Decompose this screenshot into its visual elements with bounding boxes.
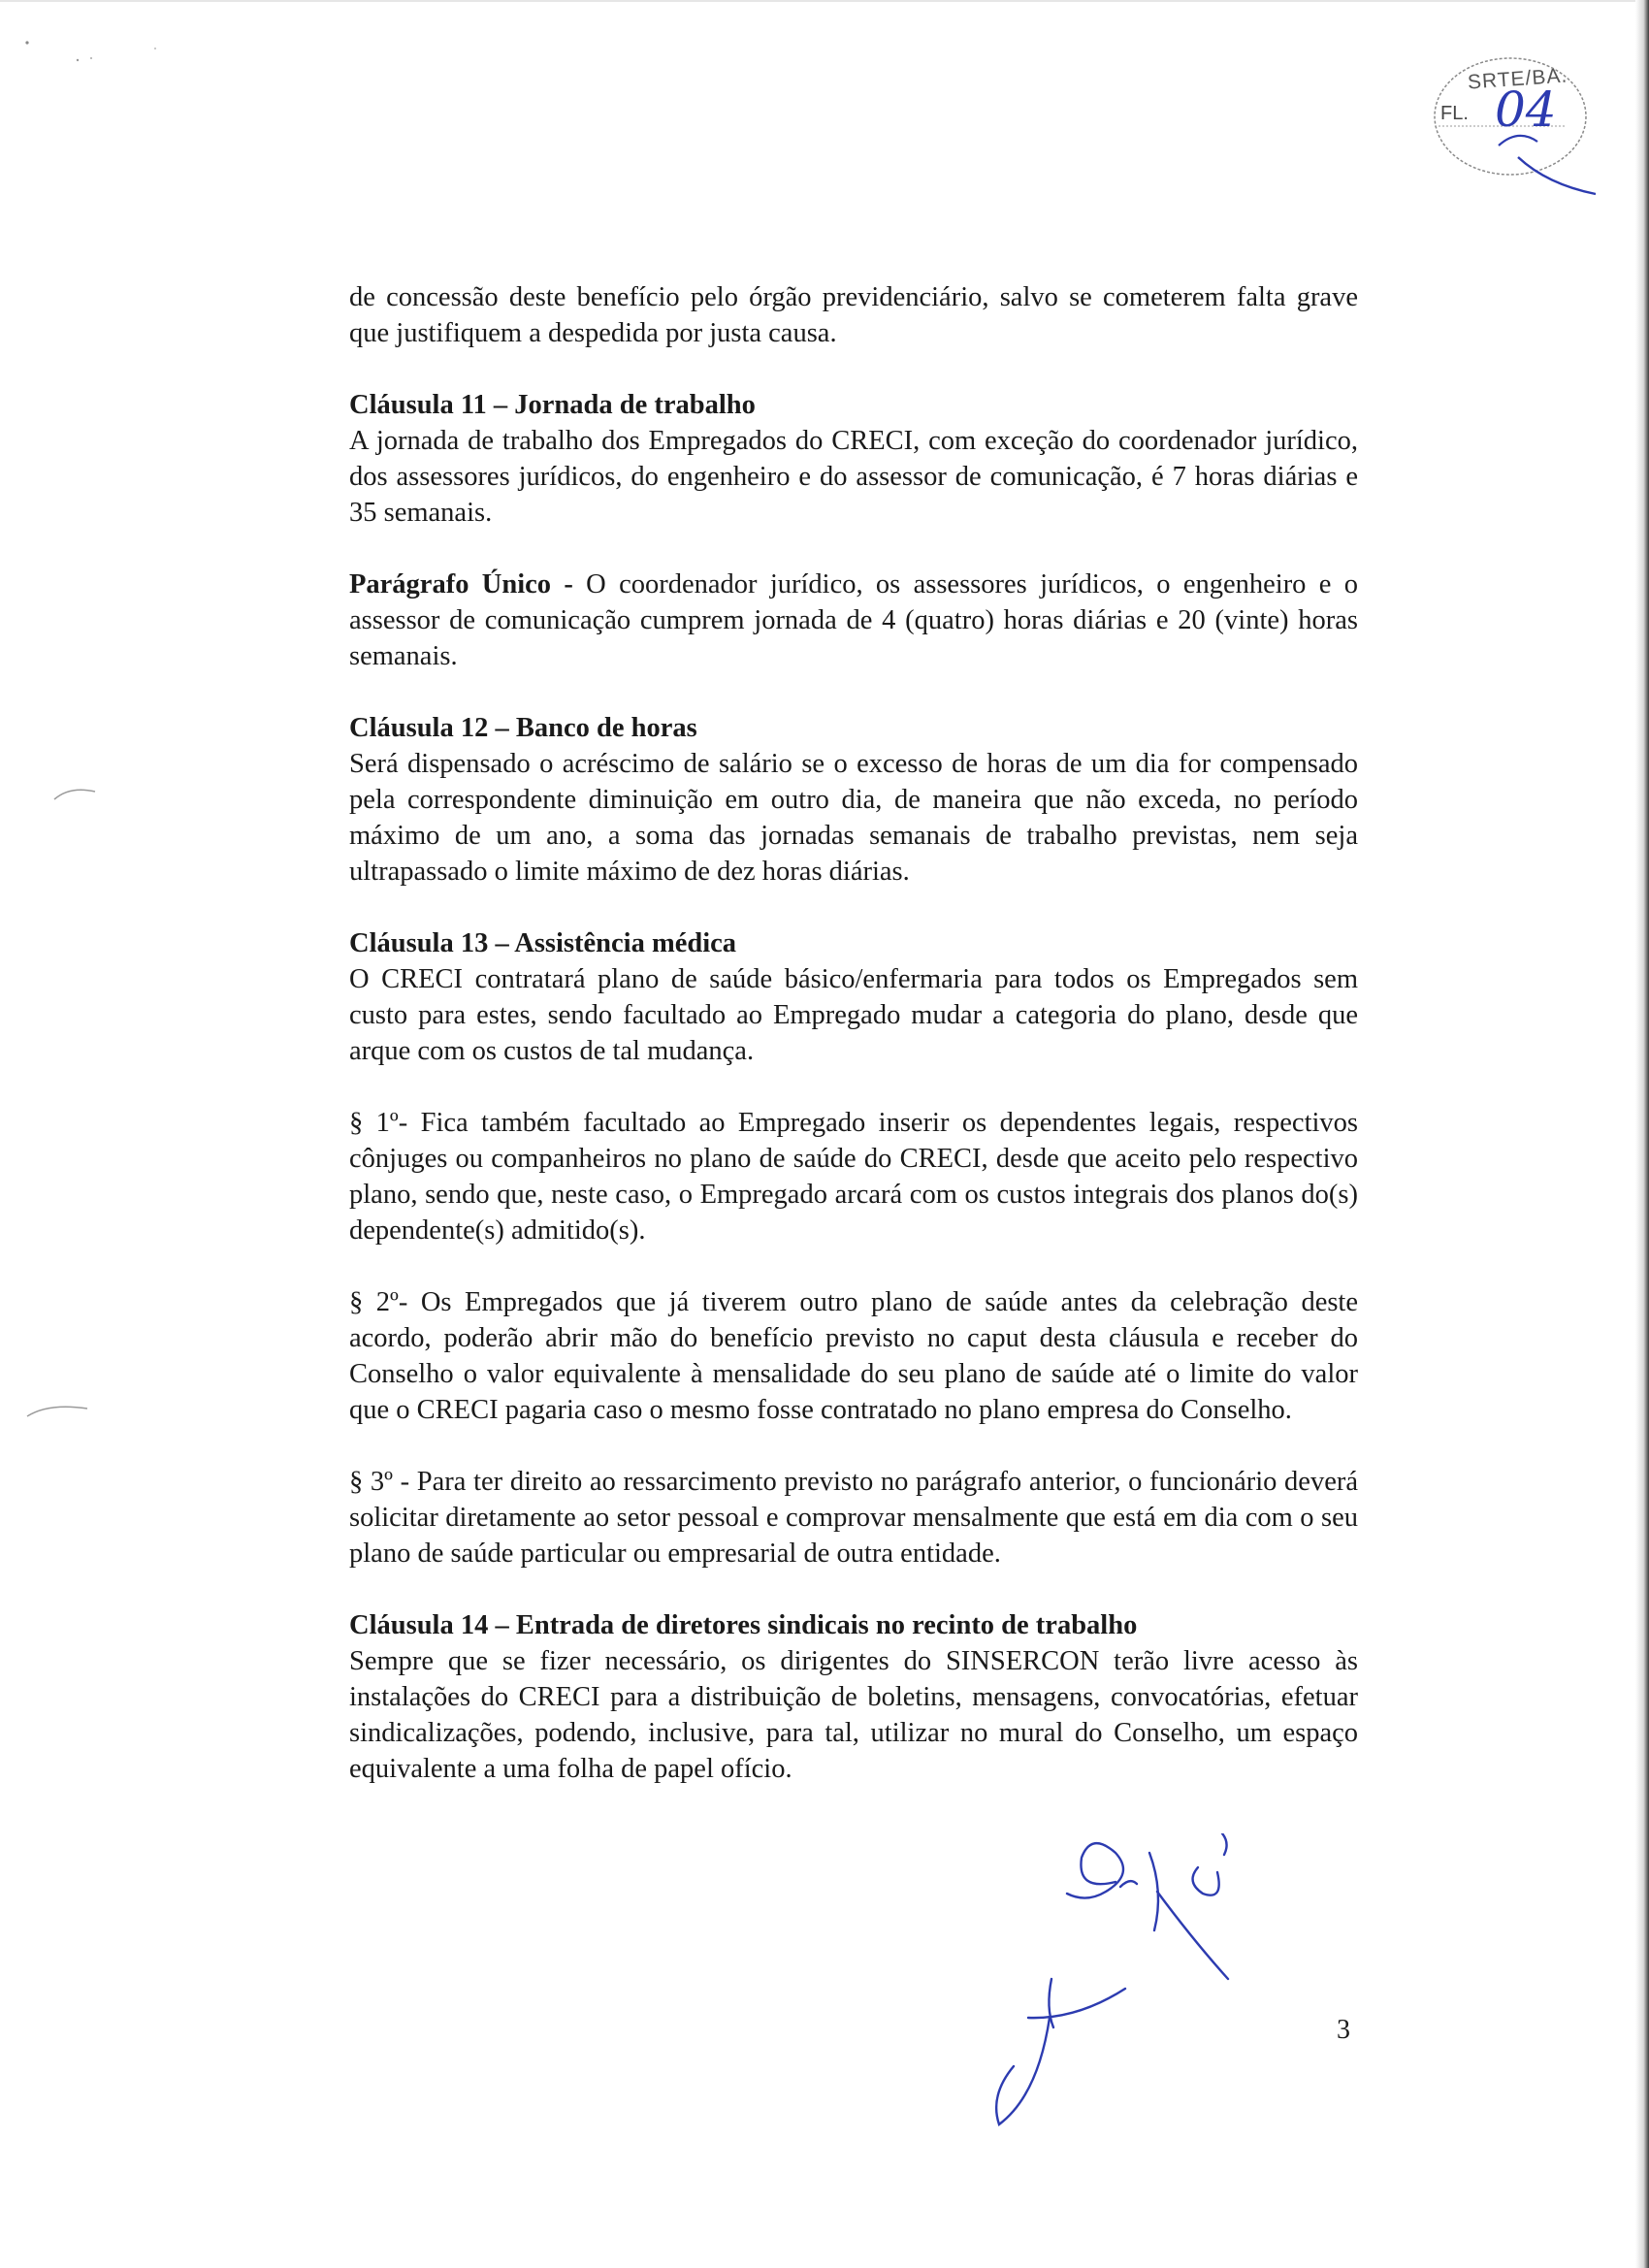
clause-11-paragraph-unico bbox=[349, 567, 1358, 674]
paragraph-unico-text: O coordenador jurídico, os assessores jurídicos, o engenheiro e o assessor de comunicação cumprem jornada de 4 (quatro) horas diárias e 20 (vinte) horas semanais. bbox=[349, 569, 1358, 671]
clause-11-body: A jornada de trabalho dos Empregados do CRECI, com exceção do coordenador jurídico, dos assessores jurídicos, do engenheiro e do assessor de comunicação, é 7 horas diárias e 35 semanais. bbox=[349, 426, 1358, 528]
page-number: 3 bbox=[1337, 2015, 1350, 2045]
clause-12-title: Cláusula 12 – Banco de horas bbox=[349, 713, 697, 743]
scan-mark-left-1 bbox=[48, 776, 107, 805]
clause-13-paragraph-2: § 2º- Os Empregados que já tiverem outro plano de saúde antes da celebração deste acordo, poderão abrir mão do benefício previsto no caput desta cláusula e receber do Conselho o valor equivalente à mensalidade do seu plano de saúde até o limite do valor que o CRECI pagaria caso o mesmo fosse contratado no plano empresa do Conselho. bbox=[349, 1287, 1358, 1425]
paragraph-unico-label: Parágrafo Único - bbox=[349, 569, 573, 599]
continuation-paragraph: de concessão deste benefício pelo órgão previdenciário, salvo se cometerem falta grave que justifiquem a despedida por justa causa. bbox=[349, 282, 1358, 348]
clause-12-body: Será dispensado o acréscimo de salário se o excesso de horas de um dia for compensado pela correspondente diminuição em outro dia, de maneira que não exceda, no período máximo de um ano, a soma das jornadas semanais de trabalho previstas, nem seja ultrapassado o limite máximo de dez horas diárias. bbox=[349, 749, 1358, 887]
scan-mark-left-2 bbox=[19, 1397, 97, 1426]
clause-14-body: Sempre que se fizer necessário, os dirigentes do SINSERCON terão livre acesso às instalações do CRECI para a distribuição de boletins, mensagens, convocatórias, efetuar sindicalizações, podendo, inclusive, para tal, utilizar no mural do Conselho, um espaço equivalente a uma folha de papel ofício. bbox=[349, 1646, 1358, 1784]
stamp-page-number: 04 bbox=[1495, 81, 1557, 138]
scan-speck-top-left bbox=[19, 29, 194, 68]
clause-14-title: Cláusula 14 – Entrada de diretores sindicais no recinto de trabalho bbox=[349, 1610, 1138, 1640]
scan-right-edge-shadow bbox=[1635, 0, 1649, 2268]
stamp-label: SRTE/BA. bbox=[1467, 64, 1568, 94]
clause-13-title: Cláusula 13 – Assistência médica bbox=[349, 928, 737, 958]
clause-11-title: Cláusula 11 – Jornada de trabalho bbox=[349, 390, 756, 420]
clause-13-body: O CRECI contratará plano de saúde básico/enfermaria para todos os Empregados sem custo para estes, sendo facultado ao Empregado mudar a categoria do plano, desde que arque com os custos de tal mudança. bbox=[349, 964, 1358, 1066]
srte-stamp bbox=[1431, 60, 1596, 186]
stamp-fl-label: FL. bbox=[1440, 103, 1469, 124]
document-body bbox=[349, 279, 1358, 1787]
handwritten-signature-icon bbox=[970, 1833, 1319, 2154]
clause-13-paragraph-3: § 3º - Para ter direito ao ressarcimento previsto no parágrafo anterior, o funcionário deverá solicitar diretamente ao setor pessoal e comprovar mensalmente que está em dia com o seu plano de saúde particular ou empresarial de outra entidade. bbox=[349, 1467, 1358, 1569]
clause-13-paragraph-1: § 1º- Fica também facultado ao Empregado inserir os dependentes legais, respectivos cônjuges ou companheiros no plano de saúde do CRECI, desde que aceito pelo respectivo plano, sendo que, neste caso, o Empregado arcará com os custos integrais dos planos do(s) dependente(s) admitido(s). bbox=[349, 1108, 1358, 1246]
scan-top-edge bbox=[0, 0, 1649, 2]
